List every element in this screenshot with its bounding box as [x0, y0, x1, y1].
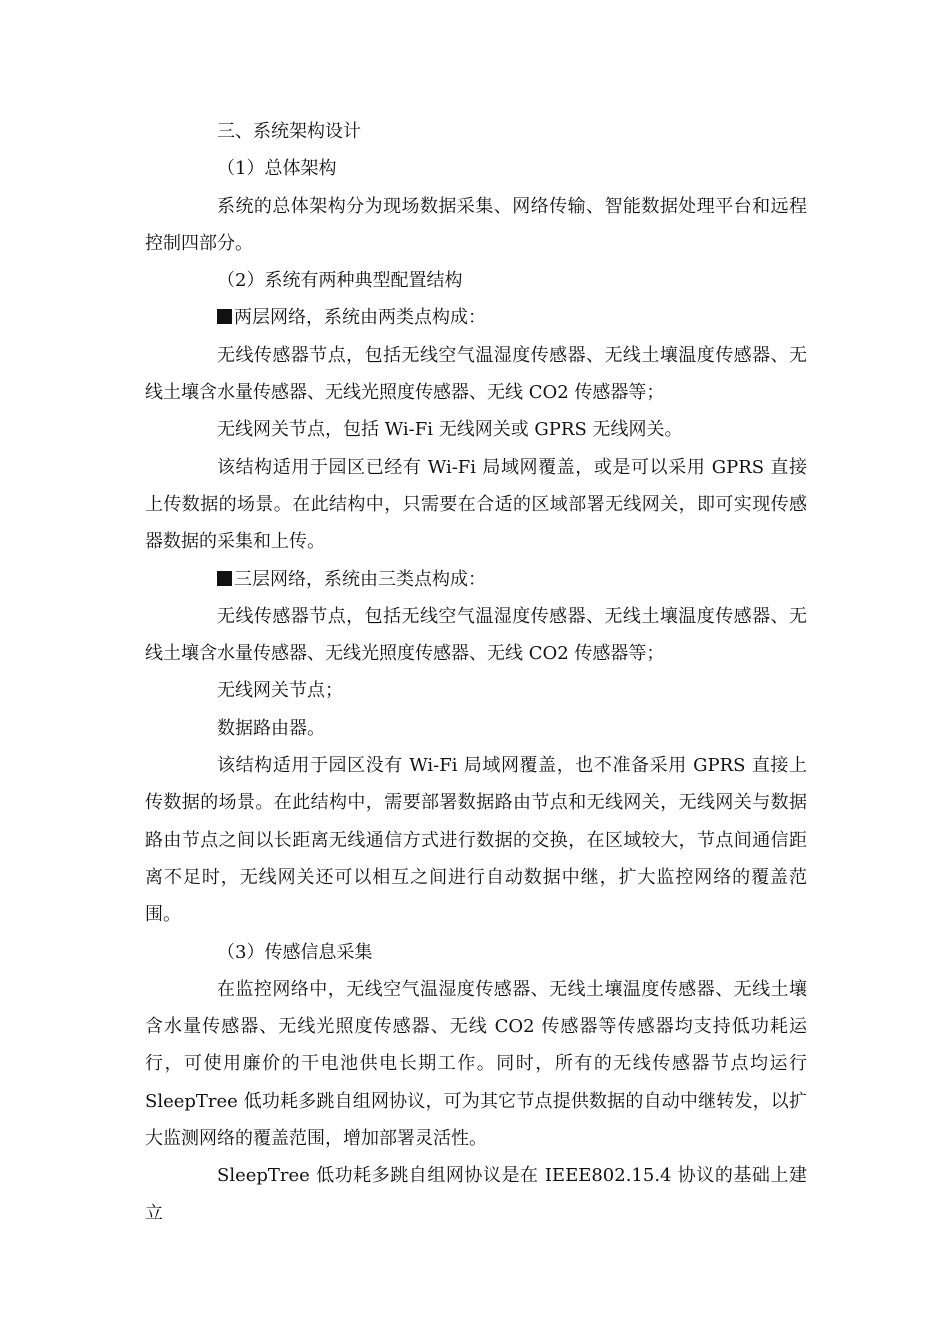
square-bullet-icon: [217, 309, 232, 324]
subsection-title-configurations: （2）系统有两种典型配置结构: [217, 270, 463, 292]
paragraph-two-layer-sensor: 无线传感器节点，包括无线空气温湿度传感器、无线土壤温度传感器、无线土壤含水量传感器、无线光照度传感器、无线 CO2 传感器等；: [145, 344, 807, 404]
paragraph-two-layer-gateway: 无线网关节点，包括 Wi-Fi 无线网关或 GPRS 无线网关。: [217, 419, 683, 441]
subsection-title-sensing: （3）传感信息采集: [217, 941, 373, 963]
document-body: [145, 113, 807, 1232]
section-title: 三、系统架构设计: [217, 121, 361, 142]
three-layer-heading-text: 三层网络，系统由三类点构成：: [234, 568, 486, 590]
two-layer-heading: [145, 299, 807, 336]
paragraph-two-layer-description: 该结构适用于园区已经有 Wi-Fi 局域网覆盖，或是可以采用 GPRS 直接上传数据的场景。在此结构中，只需要在合适的区域部署无线网关，即可实现传感器数据的采集和上传。: [145, 456, 807, 553]
paragraph-three-layer-gateway: 无线网关节点；: [217, 680, 343, 702]
paragraph-overall-architecture: 系统的总体架构分为现场数据采集、网络传输、智能数据处理平台和远程控制四部分。: [145, 195, 807, 254]
paragraph-three-layer-sensor: 无线传感器节点，包括无线空气温湿度传感器、无线土壤温度传感器、无线土壤含水量传感器、无线光照度传感器、无线 CO2 传感器等；: [145, 605, 807, 665]
square-bullet-icon: [217, 571, 232, 586]
two-layer-heading-text: 两层网络，系统由两类点构成：: [234, 307, 486, 329]
three-layer-heading: [145, 561, 807, 598]
paragraph-three-layer-router: 数据路由器。: [217, 717, 325, 739]
subsection-title-overall: （1）总体架构: [217, 158, 337, 180]
paragraph-sleeptree: SleepTree 低功耗多跳自组网协议是在 IEEE802.15.4 协议的基础上建立: [145, 1165, 807, 1224]
paragraph-sensing: 在监控网络中，无线空气温湿度传感器、无线土壤温度传感器、无线土壤含水量传感器、无线光照度传感器、无线 CO2 传感器等传感器均支持低功耗运行，可使用廉价的干电池供电长期工作。同时，所有的无线传感器节点均运行 SleepTree 低功耗多跳自组网协议，可为其它节点提供数据的自动中继转发，以扩大监测网络的覆盖范围，增加部署灵活性。: [145, 978, 807, 1150]
paragraph-three-layer-description: 该结构适用于园区没有 Wi-Fi 局域网覆盖，也不准备采用 GPRS 直接上传数据的场景。在此结构中，需要部署数据路由节点和无线网关，无线网关与数据路由节点之间以长距离无线通信方式进行数据的交换，在区域较大，节点间通信距离不足时，无线网关还可以相互之间进行自动数据中继，扩大监控网络的覆盖范围。: [145, 755, 807, 926]
